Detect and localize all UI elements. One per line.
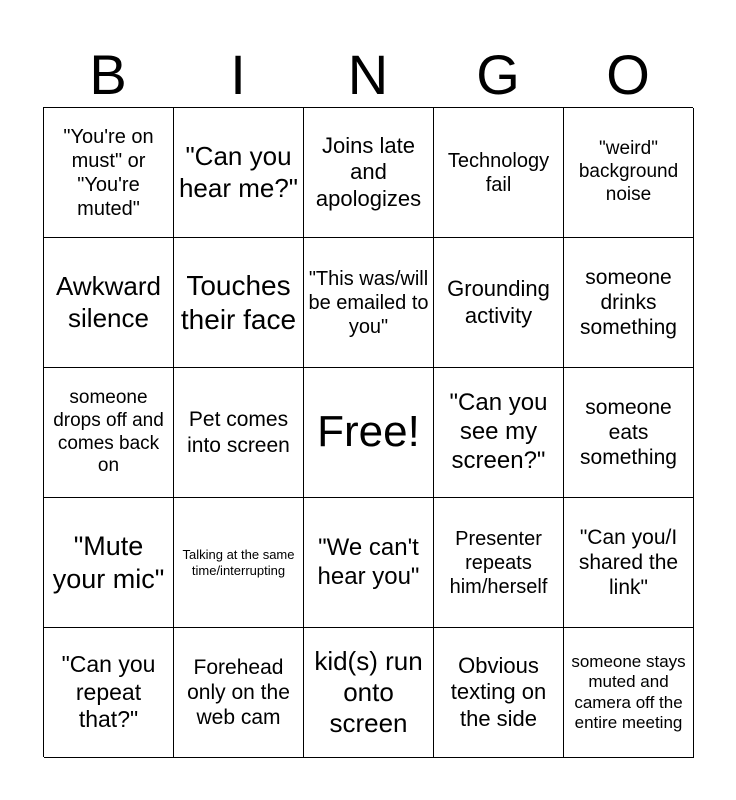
header-letter-g: G xyxy=(476,43,520,106)
cell-text: Touches their face xyxy=(180,269,297,335)
cell-text: "You're on must" or "You're muted" xyxy=(63,125,154,220)
bingo-cell[interactable] xyxy=(44,628,174,758)
cell-text: Talking at the same time/interrupting xyxy=(182,546,295,578)
bingo-cell[interactable] xyxy=(304,498,434,628)
cell-text: Presenter repeats him/herself xyxy=(449,527,548,598)
cell-text: kid(s) run onto screen xyxy=(314,645,423,739)
cell-text: someone eats something xyxy=(580,395,677,470)
cell-text: "This was/will be emailed to you" xyxy=(308,267,429,338)
bingo-cell[interactable] xyxy=(44,498,174,628)
header-letter-o: O xyxy=(606,43,650,106)
bingo-cell[interactable] xyxy=(44,368,174,498)
bingo-cell[interactable] xyxy=(434,498,564,628)
bingo-cell[interactable] xyxy=(564,108,694,238)
bingo-cell[interactable] xyxy=(564,628,694,758)
cell-text: Awkward silence xyxy=(55,271,161,333)
bingo-cell[interactable] xyxy=(564,238,694,368)
cell-text: "Can you/I shared the link" xyxy=(578,525,679,600)
cell-text: Forehead only on the web cam xyxy=(187,655,290,730)
cell-text: Joins late and apologizes xyxy=(315,132,422,211)
bingo-cell[interactable] xyxy=(44,108,174,238)
bingo-cell[interactable] xyxy=(564,498,694,628)
bingo-cell[interactable] xyxy=(174,628,304,758)
bingo-cell[interactable] xyxy=(44,238,174,368)
bingo-cell[interactable] xyxy=(304,108,434,238)
bingo-cell[interactable] xyxy=(174,498,304,628)
cell-text: "weird" background noise xyxy=(578,138,679,205)
bingo-cell[interactable] xyxy=(434,628,564,758)
cell-text: Obvious texting on the side xyxy=(450,652,547,731)
cell-text: Grounding activity xyxy=(447,276,550,328)
cell-text: "We can't hear you" xyxy=(317,533,420,590)
header-letter-n: N xyxy=(347,43,389,106)
bingo-cell[interactable] xyxy=(174,238,304,368)
bingo-cell[interactable] xyxy=(564,368,694,498)
cell-text: someone stays muted and camera off the entire meeting xyxy=(571,651,686,732)
header-letter-b: B xyxy=(89,43,127,106)
cell-text: "Mute your mic" xyxy=(52,531,165,594)
bingo-cell[interactable] xyxy=(434,238,564,368)
cell-text: someone drinks something xyxy=(580,265,677,340)
bingo-cell[interactable] xyxy=(174,368,304,498)
bingo-cell[interactable] xyxy=(434,368,564,498)
bingo-grid xyxy=(43,107,693,757)
cell-text: "Can you see my screen?" xyxy=(449,389,548,474)
cell-text: "Can you repeat that?" xyxy=(61,651,156,733)
cell-text: someone drops off and comes back on xyxy=(53,386,164,477)
cell-text: "Can you hear me?" xyxy=(178,141,299,203)
bingo-cell[interactable] xyxy=(434,108,564,238)
cell-text: Technology fail xyxy=(447,149,550,196)
cell-text: Pet comes into screen xyxy=(187,408,290,457)
bingo-cell[interactable] xyxy=(174,108,304,238)
bingo-cell-free[interactable] xyxy=(304,368,434,498)
bingo-cell[interactable] xyxy=(304,628,434,758)
header-letter-i: I xyxy=(230,43,246,106)
bingo-header xyxy=(43,40,693,110)
bingo-cell[interactable] xyxy=(304,238,434,368)
free-space-text: Free! xyxy=(317,407,420,457)
